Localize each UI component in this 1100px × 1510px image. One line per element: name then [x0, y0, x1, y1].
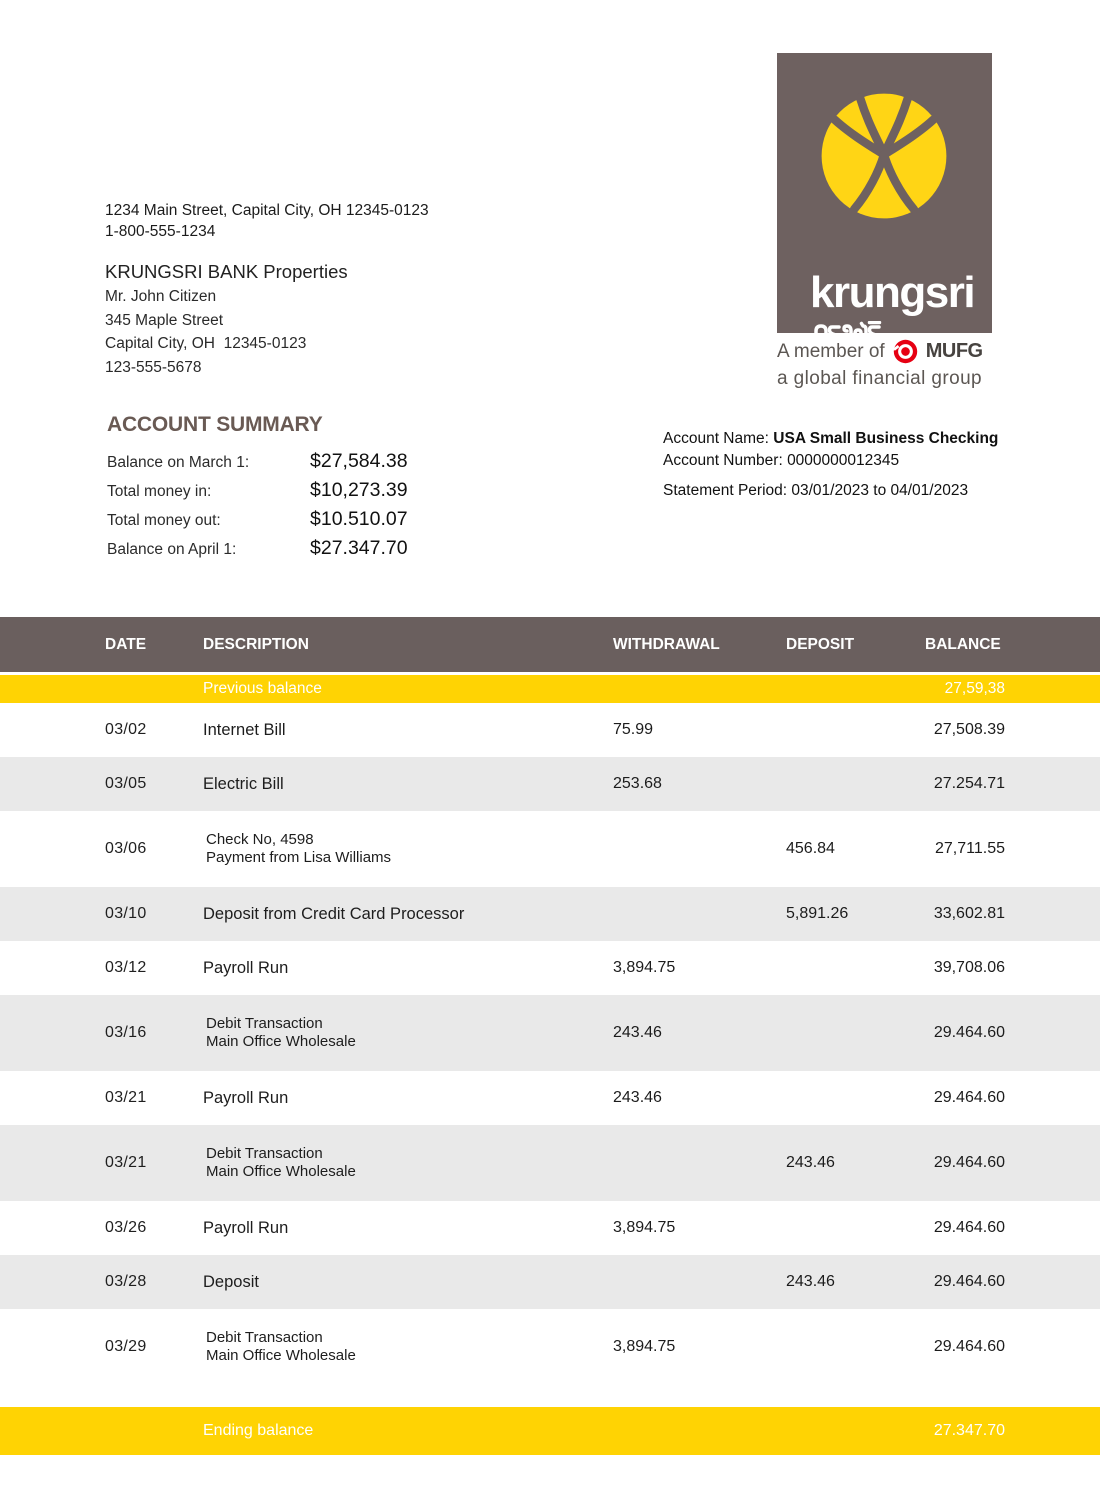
- transaction-withdrawal: 3,894.75: [613, 1219, 676, 1236]
- transaction-balance: 29.464.60: [933, 1338, 1005, 1355]
- transaction-description: [203, 1145, 613, 1182]
- summary-row: [107, 537, 408, 566]
- account-info: [663, 428, 998, 502]
- ending-balance-label: Ending balance: [203, 1422, 314, 1439]
- transaction-description: [203, 1329, 613, 1366]
- ending-balance-row: [0, 1407, 1100, 1455]
- summary-label: Total money out:: [107, 512, 221, 529]
- mufg-membership: [777, 338, 997, 390]
- transaction-row: [0, 1309, 1100, 1385]
- transaction-row: [0, 887, 1100, 941]
- transaction-row: [0, 1201, 1100, 1255]
- transaction-description-line: Main Office Wholesale: [206, 1347, 356, 1364]
- transaction-description-line: Debit Transaction: [206, 1144, 323, 1162]
- transaction-description-line: Internet Bill: [203, 721, 286, 739]
- transaction-description: [203, 831, 613, 868]
- transaction-date: 03/21: [105, 1089, 147, 1106]
- recipient-street: 345 Maple Street: [105, 311, 224, 329]
- account-summary: [107, 413, 408, 566]
- summary-value: $27,584.38: [310, 450, 408, 472]
- transaction-balance: 29.464.60: [933, 1089, 1005, 1106]
- transaction-description: [203, 1088, 613, 1108]
- transaction-row: [0, 995, 1100, 1071]
- recipient-city: Capital City, OH 12345-0123: [105, 335, 307, 352]
- transaction-description-line: Payroll Run: [203, 959, 289, 977]
- summary-label: Balance on March 1:: [107, 454, 250, 471]
- transaction-description-line: Payroll Run: [203, 1219, 289, 1237]
- transaction-deposit: 243.46: [786, 1273, 835, 1290]
- transaction-withdrawal: 3,894.75: [613, 1338, 676, 1355]
- transaction-description-line: Payroll Run: [203, 1089, 289, 1107]
- summary-value: $10.510.07: [310, 508, 408, 530]
- transaction-row: [0, 1071, 1100, 1125]
- bank-address: 1234 Main Street, Capital City, OH 12345-0123: [105, 202, 429, 219]
- transaction-row: [0, 811, 1100, 887]
- transaction-description-line: Debit Transaction: [206, 1014, 323, 1032]
- transaction-description-line: Debit Transaction: [206, 1328, 323, 1346]
- transaction-date: 03/26: [105, 1219, 147, 1236]
- transaction-date: 03/06: [105, 840, 147, 857]
- mufg-tagline: a global financial group: [777, 368, 983, 389]
- transaction-withdrawal: 253.68: [613, 775, 662, 792]
- col-header-description: DESCRIPTION: [203, 635, 309, 653]
- transaction-description: [203, 904, 613, 924]
- transaction-description-line: Check No, 4598: [206, 830, 314, 848]
- transaction-row: [0, 1125, 1100, 1201]
- summary-label: Balance on April 1:: [107, 541, 237, 558]
- account-number-value: 0000000012345: [787, 451, 900, 469]
- account-name-label: Account Name:: [663, 430, 769, 447]
- summary-row: [107, 450, 408, 479]
- transaction-description: [203, 1272, 613, 1292]
- mufg-icon: [892, 338, 919, 365]
- col-header-withdrawal: WITHDRAWAL: [613, 635, 720, 653]
- transaction-deposit: 5,891.26: [786, 905, 849, 922]
- krungsri-logo-box: [777, 53, 992, 333]
- summary-value: $27.347.70: [310, 537, 408, 559]
- transaction-balance: 33,602.81: [933, 905, 1005, 922]
- previous-balance-row: [0, 675, 1100, 703]
- transaction-description-line: Deposit from Credit Card Processor: [203, 905, 465, 923]
- transaction-balance: 27.254.71: [933, 775, 1005, 792]
- recipient-name: Mr. John Citizen: [105, 288, 217, 305]
- transaction-date: 03/12: [105, 959, 147, 976]
- transaction-date: 03/29: [105, 1338, 147, 1355]
- transaction-row: [0, 757, 1100, 811]
- recipient-phone: 123-555-5678: [105, 358, 202, 376]
- transaction-description-line: Payment from Lisa Williams: [206, 849, 392, 866]
- transaction-balance: 29.464.60: [933, 1154, 1005, 1171]
- previous-balance-value: 27,59,38: [944, 680, 1005, 697]
- transaction-deposit: 243.46: [786, 1154, 835, 1171]
- transaction-description: [203, 1015, 613, 1052]
- member-of-text: A member of: [777, 340, 885, 362]
- transaction-withdrawal: 243.46: [613, 1024, 662, 1041]
- mufg-wordmark: MUFG: [925, 340, 983, 362]
- transaction-date: 03/02: [105, 721, 147, 738]
- bank-phone: 1-800-555-1234: [105, 223, 216, 240]
- statement-period: Statement Period: 03/01/2023 to 04/01/2023: [663, 482, 969, 499]
- summary-row: [107, 479, 408, 508]
- account-number-label: Account Number:: [663, 451, 783, 469]
- transaction-description: [203, 1218, 613, 1238]
- transaction-withdrawal: 3,894.75: [613, 959, 676, 976]
- col-header-date: DATE: [105, 635, 147, 653]
- summary-value: $10,273.39: [310, 479, 408, 501]
- transaction-balance: 29.464.60: [933, 1219, 1005, 1236]
- transaction-date: 03/28: [105, 1273, 147, 1290]
- transaction-description-line: Main Office Wholesale: [206, 1033, 356, 1050]
- transaction-date: 03/21: [105, 1154, 147, 1171]
- krungsri-lotus-icon: [819, 91, 949, 221]
- letterhead: [105, 200, 429, 379]
- transaction-balance: 27,508.39: [933, 721, 1005, 738]
- transaction-deposit: 456.84: [786, 840, 835, 857]
- transaction-description: [203, 774, 613, 794]
- transactions-table: [0, 617, 1100, 1455]
- transaction-rows: [0, 703, 1100, 1385]
- transaction-balance: 29.464.60: [933, 1273, 1005, 1290]
- transaction-description-line: Deposit: [203, 1273, 259, 1291]
- summary-row: [107, 508, 408, 537]
- transaction-description: [203, 720, 613, 740]
- transaction-description-line: Electric Bill: [203, 775, 284, 793]
- transaction-balance: 29.464.60: [933, 1024, 1005, 1041]
- company-name: KRUNGSRI BANK Properties: [105, 261, 348, 282]
- transaction-balance: 39,708.06: [933, 959, 1005, 976]
- summary-label: Total money in:: [107, 483, 212, 500]
- account-name-value: USA Small Business Checking: [773, 430, 999, 447]
- transaction-withdrawal: 243.46: [613, 1089, 662, 1106]
- col-header-deposit: DEPOSIT: [786, 635, 855, 653]
- transaction-date: 03/05: [105, 775, 147, 792]
- transaction-date: 03/16: [105, 1024, 147, 1041]
- transaction-row: [0, 1255, 1100, 1309]
- transaction-description-line: Main Office Wholesale: [206, 1163, 356, 1180]
- ending-balance-value: 27.347.70: [933, 1422, 1005, 1439]
- previous-balance-label: Previous balance: [203, 680, 322, 697]
- transaction-row: [0, 703, 1100, 757]
- krungsri-wordmark: krungsri: [810, 268, 975, 317]
- transaction-row: [0, 941, 1100, 995]
- transaction-balance: 27,711.55: [935, 840, 1005, 857]
- table-header: [0, 617, 1100, 672]
- account-summary-title: ACCOUNT SUMMARY: [107, 413, 323, 436]
- col-header-balance: BALANCE: [925, 635, 1001, 653]
- transaction-withdrawal: 75.99: [613, 721, 654, 738]
- transaction-date: 03/10: [105, 905, 147, 922]
- transaction-description: [203, 958, 613, 978]
